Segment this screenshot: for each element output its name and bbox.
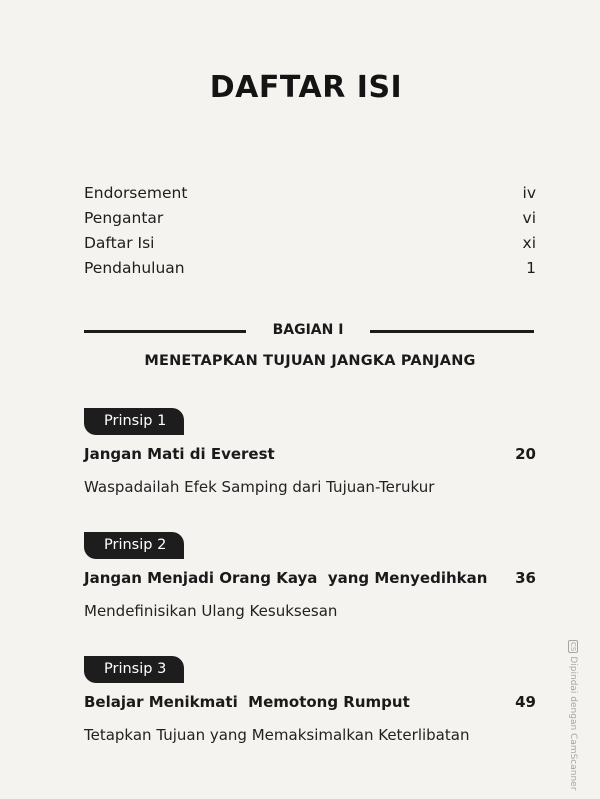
chapter-entry[interactable] <box>84 693 536 711</box>
toc-entry-page: iv <box>522 184 536 202</box>
toc-entry-label: Pendahuluan <box>84 259 185 277</box>
page-title: DAFTAR ISI <box>209 70 403 105</box>
part-divider-left <box>84 330 246 333</box>
principle-section <box>84 408 536 496</box>
watermark-text: Dipindai dengan CamScanner <box>568 656 578 791</box>
toc-entry[interactable] <box>84 234 536 259</box>
principle-tag: Prinsip 2 <box>84 532 184 559</box>
part-divider-right <box>370 330 534 333</box>
toc-entry-page: vi <box>522 209 536 227</box>
scanner-watermark <box>568 640 578 791</box>
part-subtitle: MENETAPKAN TUJUAN JANGKA PANJANG <box>144 353 476 369</box>
toc-entry-label: Endorsement <box>84 184 188 202</box>
principle-tag: Prinsip 1 <box>84 408 184 435</box>
principle-section <box>84 532 536 620</box>
chapter-title: Jangan Mati di Everest <box>84 445 275 463</box>
chapter-page: 20 <box>515 445 536 463</box>
chapter-title: Belajar Menikmati Memotong Rumput <box>84 693 410 711</box>
camscanner-logo-icon: CS <box>569 642 577 652</box>
chapter-subtitle: Tetapkan Tujuan yang Memaksimalkan Keterlibatan <box>84 726 470 744</box>
principle-tag: Prinsip 3 <box>84 656 184 683</box>
toc-entry[interactable] <box>84 209 536 234</box>
chapter-page: 36 <box>515 569 536 587</box>
chapter-entry[interactable] <box>84 445 536 463</box>
toc-entry-page: 1 <box>526 259 536 277</box>
toc-entry-page: xi <box>522 234 536 252</box>
part-label: BAGIAN I <box>272 322 344 338</box>
chapter-title: Jangan Menjadi Orang Kaya yang Menyedihkan <box>84 569 488 587</box>
toc-entry-label: Pengantar <box>84 209 164 227</box>
chapter-subtitle: Mendefinisikan Ulang Kesuksesan <box>84 602 338 620</box>
chapter-entry[interactable] <box>84 569 536 587</box>
principle-section <box>84 656 536 744</box>
toc-entry[interactable] <box>84 184 536 209</box>
toc-front-matter <box>84 184 536 284</box>
chapter-subtitle: Waspadailah Efek Samping dari Tujuan-Terukur <box>84 478 435 496</box>
toc-entry[interactable] <box>84 259 536 284</box>
toc-entry-label: Daftar Isi <box>84 234 155 252</box>
chapter-page: 49 <box>515 693 536 711</box>
